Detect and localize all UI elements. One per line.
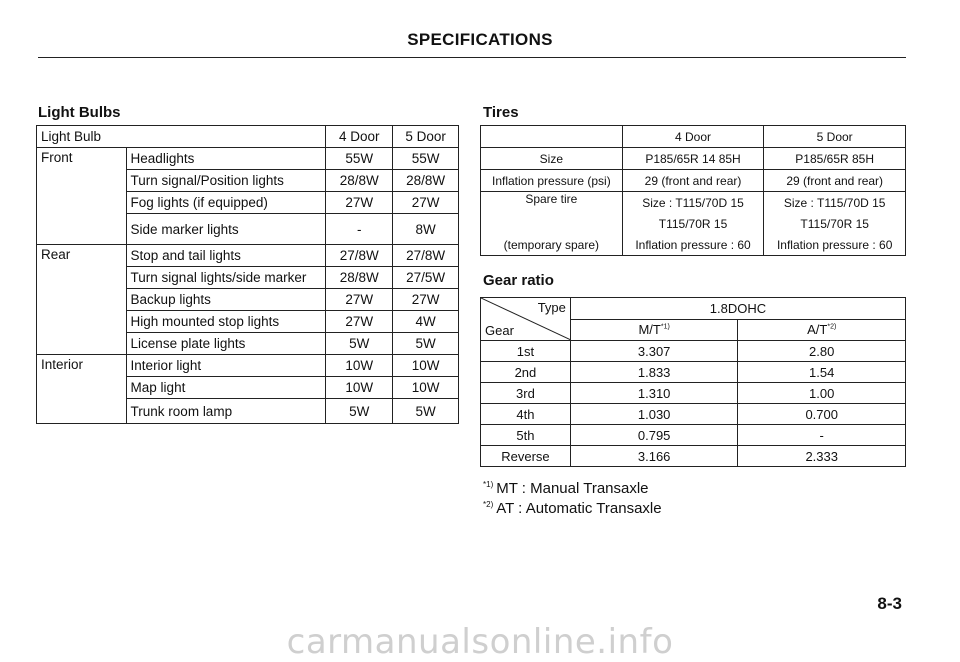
table-cell: 5W xyxy=(393,333,459,355)
table-cell: - xyxy=(738,425,906,446)
tires-table xyxy=(480,125,906,256)
table-cell: Stop and tail lights xyxy=(126,245,326,267)
table-header-cell: 5 Door xyxy=(393,126,459,148)
page-title: SPECIFICATIONS xyxy=(407,30,553,49)
tires-heading: Tires xyxy=(483,104,519,121)
table-cell: Turn signal lights/side marker xyxy=(126,267,326,289)
table-cell: 5W xyxy=(393,399,459,424)
footnote-mark: *1) xyxy=(483,480,494,489)
table-cell: 27W xyxy=(326,289,393,311)
table-cell: Map light xyxy=(126,377,326,399)
table-cell: 28/8W xyxy=(393,170,459,192)
engine-header: 1.8DOHC xyxy=(570,298,905,320)
table-cell: Reverse xyxy=(481,446,571,467)
table-cell: 27/8W xyxy=(326,245,393,267)
table-cell: Inflation pressure : 60 xyxy=(622,234,764,256)
mt-footnote-mark: *1) xyxy=(660,323,670,331)
footnote-mark: *2) xyxy=(483,500,494,509)
table-row xyxy=(481,126,906,148)
table-cell: 3.307 xyxy=(570,341,738,362)
light-bulbs-heading: Light Bulbs xyxy=(38,104,121,121)
table-header-cell: Light Bulb xyxy=(37,126,326,148)
corner-gear-label: Gear xyxy=(485,323,514,338)
table-cell: Fog lights (if equipped) xyxy=(126,192,326,214)
table-cell: 2nd xyxy=(481,362,571,383)
table-cell: 1.00 xyxy=(738,383,906,404)
table-cell: Spare tire xyxy=(481,192,623,214)
corner-type-label: Type xyxy=(537,300,566,315)
mt-header: $M/T^{*1)}$ xyxy=(570,319,738,341)
table-cell: 0.795 xyxy=(570,425,738,446)
table-cell: 4th xyxy=(481,404,571,425)
footnote-at xyxy=(483,500,662,517)
table-cell: 3.166 xyxy=(570,446,738,467)
table-cell: 1.54 xyxy=(738,362,906,383)
table-cell: 27W xyxy=(393,192,459,214)
group-cell: Interior xyxy=(37,355,127,424)
table-cell: T115/70R 15 xyxy=(764,213,906,234)
table-cell: 10W xyxy=(326,355,393,377)
table-cell: P185/65R 14 85H xyxy=(622,148,764,170)
table-cell: 10W xyxy=(326,377,393,399)
type-gear-corner-cell xyxy=(481,298,571,341)
table-row xyxy=(37,126,459,148)
table-row xyxy=(481,404,906,425)
table-row xyxy=(481,446,906,467)
table-cell: Side marker lights xyxy=(126,214,326,245)
table-row xyxy=(481,192,906,214)
table-cell: Turn signal/Position lights xyxy=(126,170,326,192)
table-cell: Size : T115/70D 15 xyxy=(622,192,764,214)
table-cell: 29 (front and rear) xyxy=(622,170,764,192)
table-header-cell xyxy=(481,126,623,148)
at-footnote-mark: *2) xyxy=(827,323,837,331)
footnote-text: AT : Automatic Transaxle xyxy=(496,500,662,517)
title-divider xyxy=(38,57,906,58)
table-cell: - xyxy=(326,214,393,245)
table-cell: Size xyxy=(481,148,623,170)
table-cell: Trunk room lamp xyxy=(126,399,326,424)
table-row xyxy=(481,213,906,234)
table-cell: 55W xyxy=(326,148,393,170)
table-cell: Inflation pressure : 60 xyxy=(764,234,906,256)
table-cell: 27W xyxy=(326,192,393,214)
group-cell: Front xyxy=(37,148,127,245)
gear-ratio-heading: Gear ratio xyxy=(483,272,554,289)
table-row xyxy=(481,341,906,362)
table-header-cell: 4 Door xyxy=(622,126,764,148)
table-cell: 5W xyxy=(326,399,393,424)
table-cell: 5th xyxy=(481,425,571,446)
table-row xyxy=(481,362,906,383)
table-cell: 5W xyxy=(326,333,393,355)
table-row xyxy=(37,245,459,267)
table-row xyxy=(481,234,906,256)
table-cell: Size : T115/70D 15 xyxy=(764,192,906,214)
watermark: carmanualsonline.info xyxy=(286,622,674,662)
table-cell: 27/8W xyxy=(393,245,459,267)
at-header: $A/T^{*2)}$ xyxy=(738,319,906,341)
gear-ratio-table xyxy=(480,297,906,467)
table-row xyxy=(37,355,459,377)
table-cell: 0.700 xyxy=(738,404,906,425)
table-cell: (temporary spare) xyxy=(481,234,623,256)
table-cell: 29 (front and rear) xyxy=(764,170,906,192)
page-number: 8-3 xyxy=(877,594,902,613)
table-row xyxy=(37,148,459,170)
footnote-mt xyxy=(483,480,649,497)
table-cell: Backup lights xyxy=(126,289,326,311)
table-cell: 55W xyxy=(393,148,459,170)
table-cell: 10W xyxy=(393,377,459,399)
light-bulbs-table xyxy=(36,125,459,424)
table-cell: 27W xyxy=(326,311,393,333)
table-cell: 4W xyxy=(393,311,459,333)
footnote-text: MT : Manual Transaxle xyxy=(496,480,649,497)
table-row xyxy=(481,383,906,404)
group-cell: Rear xyxy=(37,245,127,355)
table-header-cell: 4 Door xyxy=(326,126,393,148)
table-cell: 28/8W xyxy=(326,267,393,289)
table-row xyxy=(481,170,906,192)
table-cell: 1.310 xyxy=(570,383,738,404)
table-cell: 1st xyxy=(481,341,571,362)
table-cell: Inflation pressure (psi) xyxy=(481,170,623,192)
table-cell: License plate lights xyxy=(126,333,326,355)
table-cell: 3rd xyxy=(481,383,571,404)
table-cell: 2.333 xyxy=(738,446,906,467)
table-cell: 27W xyxy=(393,289,459,311)
table-cell xyxy=(481,213,623,234)
table-cell: 27/5W xyxy=(393,267,459,289)
table-cell: 1.030 xyxy=(570,404,738,425)
table-cell: 10W xyxy=(393,355,459,377)
table-row xyxy=(481,148,906,170)
table-row xyxy=(481,425,906,446)
table-cell: High mounted stop lights xyxy=(126,311,326,333)
table-cell: 1.833 xyxy=(570,362,738,383)
table-cell: P185/65R 85H xyxy=(764,148,906,170)
table-cell: Interior light xyxy=(126,355,326,377)
table-cell: T115/70R 15 xyxy=(622,213,764,234)
table-row xyxy=(481,298,906,320)
table-cell: 28/8W xyxy=(326,170,393,192)
table-cell: 2.80 xyxy=(738,341,906,362)
table-cell: 8W xyxy=(393,214,459,245)
table-cell: Headlights xyxy=(126,148,326,170)
table-header-cell: 5 Door xyxy=(764,126,906,148)
